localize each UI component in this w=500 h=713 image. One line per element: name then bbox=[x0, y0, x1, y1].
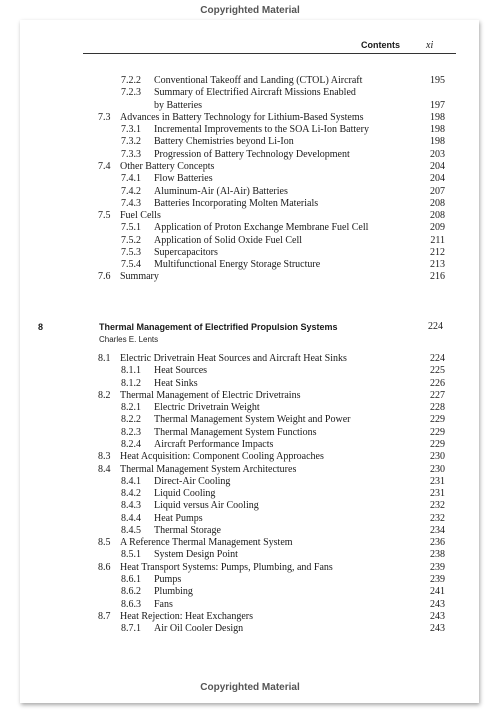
toc-entry[interactable] bbox=[20, 611, 479, 623]
toc-entry-title: Flow Batteries bbox=[154, 173, 213, 185]
toc-entry-page: 232 bbox=[430, 500, 445, 512]
toc-entry[interactable] bbox=[20, 161, 479, 173]
toc-entry-number: 7.3.2 bbox=[121, 136, 141, 148]
toc-entry-page: 232 bbox=[430, 512, 445, 524]
toc-entry-title: Thermal Management System Architectures bbox=[120, 463, 297, 475]
toc-entry-page: 211 bbox=[430, 234, 445, 246]
toc-entry-number: 8.4.3 bbox=[121, 500, 141, 512]
toc-entry-number: 7.2.3 bbox=[121, 87, 141, 99]
toc-entry-number: 8.2 bbox=[98, 389, 111, 401]
chapter-page: 224 bbox=[428, 321, 443, 332]
toc-entry[interactable] bbox=[20, 439, 479, 451]
copyright-banner-top: Copyrighted Material bbox=[200, 5, 300, 16]
toc-entry-title: Heat Pumps bbox=[154, 512, 203, 524]
toc-entry-title: Electric Drivetrain Weight bbox=[154, 402, 260, 414]
toc-entry-title: Summary of Electrified Aircraft Missions Enabled bbox=[154, 87, 356, 99]
toc-entry[interactable] bbox=[20, 100, 479, 112]
toc-entry-page: 231 bbox=[430, 488, 445, 500]
toc-entry[interactable] bbox=[20, 353, 479, 365]
toc-entry[interactable] bbox=[20, 562, 479, 574]
toc-entry-title: Aluminum-Air (Al-Air) Batteries bbox=[154, 185, 288, 197]
toc-entry[interactable] bbox=[20, 402, 479, 414]
toc-entry-title: Batteries Incorporating Molten Materials bbox=[154, 197, 319, 209]
toc-entry[interactable] bbox=[20, 525, 479, 537]
toc-entry-page: 228 bbox=[430, 402, 445, 414]
toc-entry-title: Heat Sources bbox=[154, 365, 208, 377]
toc-entry-page: 241 bbox=[430, 586, 445, 598]
toc-entry-number: 8.2.3 bbox=[121, 426, 141, 438]
toc-entry-title: Liquid Cooling bbox=[154, 488, 216, 500]
toc-entry-number: 8.4.5 bbox=[121, 524, 141, 536]
toc-entry-title: Heat Transport Systems: Pumps, Plumbing, and Fans bbox=[120, 561, 333, 573]
toc-entry-page: 198 bbox=[430, 124, 445, 136]
toc-entry-page: 227 bbox=[430, 389, 445, 401]
toc-entry-page: 239 bbox=[430, 574, 445, 586]
toc-entry-page: 209 bbox=[430, 222, 445, 234]
toc-entry-title: Thermal Management of Electric Drivetrains bbox=[120, 389, 301, 401]
toc-entry-number: 8.5.1 bbox=[121, 549, 141, 561]
toc-entry[interactable] bbox=[20, 247, 479, 259]
toc-entry[interactable] bbox=[20, 537, 479, 549]
toc-entry[interactable] bbox=[20, 136, 479, 148]
toc-entry-number: 8.3 bbox=[98, 451, 111, 463]
running-header-page-number: xi bbox=[426, 40, 434, 51]
toc-entry-title: Advances in Battery Technology for Lithium-Based Systems bbox=[120, 111, 364, 123]
toc-entry-page: 212 bbox=[430, 246, 445, 258]
toc-entry-page: 195 bbox=[430, 75, 445, 86]
toc-entry[interactable] bbox=[20, 271, 479, 283]
toc-entry[interactable] bbox=[20, 186, 479, 198]
toc-entry[interactable] bbox=[20, 259, 479, 271]
toc-entry-number: 8.6 bbox=[98, 561, 111, 573]
toc-entry-page: 243 bbox=[430, 598, 445, 610]
book-page bbox=[20, 20, 479, 703]
toc-entry-number: 8.2.4 bbox=[121, 438, 141, 450]
toc-entry-number: 8.6.3 bbox=[121, 598, 141, 610]
chapter-number: 8 bbox=[38, 322, 44, 332]
toc-entry[interactable] bbox=[20, 210, 479, 222]
toc-entry-number: 8.4 bbox=[98, 463, 111, 475]
toc-entry-number: 8.5 bbox=[98, 537, 111, 549]
toc-entry[interactable] bbox=[20, 222, 479, 234]
toc-entry-number: 7.4 bbox=[98, 160, 111, 172]
toc-entry-number: 7.3.3 bbox=[121, 148, 141, 160]
toc-entry-title: Incremental Improvements to the SOA Li-Ion Battery bbox=[154, 124, 369, 136]
toc-entry-title: A Reference Thermal Management System bbox=[120, 537, 293, 549]
toc-entry[interactable] bbox=[20, 464, 479, 476]
toc-entry-page: 226 bbox=[430, 377, 445, 389]
toc-entry[interactable] bbox=[20, 427, 479, 439]
toc-entry[interactable] bbox=[20, 574, 479, 586]
toc-entry-page: 197 bbox=[430, 99, 445, 111]
toc-entry[interactable] bbox=[20, 390, 479, 402]
toc-entry-page: 225 bbox=[430, 365, 445, 377]
toc-entry-page: 198 bbox=[430, 111, 445, 123]
toc-entry-title: Other Battery Concepts bbox=[120, 160, 215, 172]
toc-entry[interactable] bbox=[20, 599, 479, 611]
toc-entry-page: 207 bbox=[430, 185, 445, 197]
chapter-heading[interactable] bbox=[20, 321, 479, 333]
toc-entry-title: Fuel Cells bbox=[120, 210, 161, 222]
toc-entry-number: 8.4.4 bbox=[121, 512, 141, 524]
toc-entry-number: 7.3 bbox=[98, 111, 111, 123]
toc-entry[interactable] bbox=[20, 87, 479, 99]
toc-entry[interactable] bbox=[20, 488, 479, 500]
toc-entry[interactable] bbox=[20, 112, 479, 124]
toc-entry-number: 7.4.1 bbox=[121, 173, 141, 185]
toc-entry-title: Fans bbox=[154, 598, 173, 610]
toc-entry-title: Pumps bbox=[154, 574, 182, 586]
toc-entry[interactable] bbox=[20, 513, 479, 525]
toc-entry-page: 229 bbox=[430, 426, 445, 438]
running-header-title: Contents bbox=[361, 40, 400, 50]
toc-entry-number: 8.2.1 bbox=[121, 402, 141, 414]
copyright-banner-bottom: Copyrighted Material bbox=[200, 682, 300, 693]
toc-entry-title: Multifunctional Energy Storage Structure bbox=[154, 259, 321, 271]
toc-entry-page: 216 bbox=[430, 271, 445, 283]
toc-entry[interactable] bbox=[20, 235, 479, 247]
toc-entry-title: Air Oil Cooler Design bbox=[154, 623, 244, 635]
toc-entry-page: 208 bbox=[430, 210, 445, 222]
toc-entry-number: 7.4.2 bbox=[121, 185, 141, 197]
toc-entry[interactable] bbox=[20, 500, 479, 512]
chapter-title: Thermal Management of Electrified Propulsion Systems bbox=[99, 322, 338, 332]
toc-entry-title: by Batteries bbox=[154, 99, 203, 111]
toc-entry-title: Battery Chemistries beyond Li-Ion bbox=[154, 136, 294, 148]
table-of-contents bbox=[20, 20, 479, 703]
toc-entry[interactable] bbox=[20, 586, 479, 598]
toc-entry-page: 224 bbox=[430, 353, 445, 364]
toc-entry-title: Plumbing bbox=[154, 586, 193, 598]
toc-entry-title: Liquid versus Air Cooling bbox=[154, 500, 259, 512]
toc-entry[interactable] bbox=[20, 149, 479, 161]
toc-entry-page: 213 bbox=[430, 259, 445, 271]
toc-entry-page: 236 bbox=[430, 537, 445, 549]
toc-entry-page: 229 bbox=[430, 414, 445, 426]
toc-entry-number: 7.5.3 bbox=[121, 246, 141, 258]
toc-entry-title: Heat Sinks bbox=[154, 377, 198, 389]
toc-entry-number: 7.5.2 bbox=[121, 234, 141, 246]
toc-entry-number: 8.6.1 bbox=[121, 574, 141, 586]
toc-entry-number: 8.7 bbox=[98, 610, 111, 622]
toc-entry[interactable] bbox=[20, 623, 479, 635]
toc-entry-page: 229 bbox=[430, 438, 445, 450]
toc-entry-page: 243 bbox=[430, 623, 445, 635]
toc-entry-page: 230 bbox=[430, 451, 445, 463]
toc-entry-title: Thermal Management System Weight and Power bbox=[154, 414, 351, 426]
toc-entry-number: 8.4.1 bbox=[121, 475, 141, 487]
toc-entry-number: 8.7.1 bbox=[121, 623, 141, 635]
toc-entry-title: Heat Acquisition: Component Cooling Approaches bbox=[120, 451, 324, 463]
toc-entry-number: 7.5 bbox=[98, 210, 111, 222]
toc-entry-number: 8.1 bbox=[98, 353, 111, 364]
toc-entry-number: 8.1.2 bbox=[121, 377, 141, 389]
toc-entry-number: 7.5.1 bbox=[121, 222, 141, 234]
toc-entry-number: 8.1.1 bbox=[121, 365, 141, 377]
toc-entry-title: Heat Rejection: Heat Exchangers bbox=[120, 610, 253, 622]
toc-entry-page: 234 bbox=[430, 524, 445, 536]
chapter-author: Charles E. Lents bbox=[99, 335, 159, 344]
toc-entry-number: 8.4.2 bbox=[121, 488, 141, 500]
toc-entry-title: Progression of Battery Technology Development bbox=[154, 148, 350, 160]
toc-entry-page: 204 bbox=[430, 173, 445, 185]
toc-entry-title: Application of Proton Exchange Membrane Fuel Cell bbox=[154, 222, 369, 234]
toc-entry-page: 231 bbox=[430, 475, 445, 487]
toc-entry[interactable] bbox=[20, 75, 479, 87]
toc-entry[interactable] bbox=[20, 476, 479, 488]
toc-entry-title: Thermal Storage bbox=[154, 524, 221, 536]
toc-entry-title: Summary bbox=[120, 271, 159, 283]
toc-entry-page: 238 bbox=[430, 549, 445, 561]
toc-entry[interactable] bbox=[20, 451, 479, 463]
toc-entry-title: Thermal Management System Functions bbox=[154, 426, 317, 438]
toc-entry-number: 8.2.2 bbox=[121, 414, 141, 426]
toc-entry-title: Supercapacitors bbox=[154, 246, 218, 258]
toc-entry[interactable] bbox=[20, 549, 479, 561]
toc-entry-page: 239 bbox=[430, 561, 445, 573]
toc-entry[interactable] bbox=[20, 173, 479, 185]
toc-entry-number: 7.4.3 bbox=[121, 197, 141, 209]
toc-entry-title: Electric Drivetrain Heat Sources and Aircraft Heat Sinks bbox=[120, 353, 347, 364]
toc-entry-number: 7.5.4 bbox=[121, 259, 141, 271]
toc-entry-number: 7.2.2 bbox=[121, 75, 141, 86]
toc-entry-title: Conventional Takeoff and Landing (CTOL) Aircraft bbox=[154, 75, 363, 86]
toc-entry-page: 208 bbox=[430, 197, 445, 209]
toc-entry-title: Application of Solid Oxide Fuel Cell bbox=[154, 234, 303, 246]
toc-entry-page: 204 bbox=[430, 160, 445, 172]
toc-entry-title: Direct-Air Cooling bbox=[154, 475, 231, 487]
toc-entry[interactable] bbox=[20, 378, 479, 390]
toc-entry[interactable] bbox=[20, 365, 479, 377]
toc-entry-page: 198 bbox=[430, 136, 445, 148]
toc-entry-number: 8.6.2 bbox=[121, 586, 141, 598]
toc-entry-page: 243 bbox=[430, 610, 445, 622]
toc-entry-title: Aircraft Performance Impacts bbox=[154, 438, 274, 450]
toc-entry[interactable] bbox=[20, 414, 479, 426]
toc-entry-number: 7.3.1 bbox=[121, 124, 141, 136]
toc-entry[interactable] bbox=[20, 198, 479, 210]
toc-entry-title: System Design Point bbox=[154, 549, 238, 561]
toc-entry-page: 203 bbox=[430, 148, 445, 160]
toc-entry-number: 7.6 bbox=[98, 271, 111, 283]
toc-entry[interactable] bbox=[20, 124, 479, 136]
toc-entry-page: 230 bbox=[430, 463, 445, 475]
